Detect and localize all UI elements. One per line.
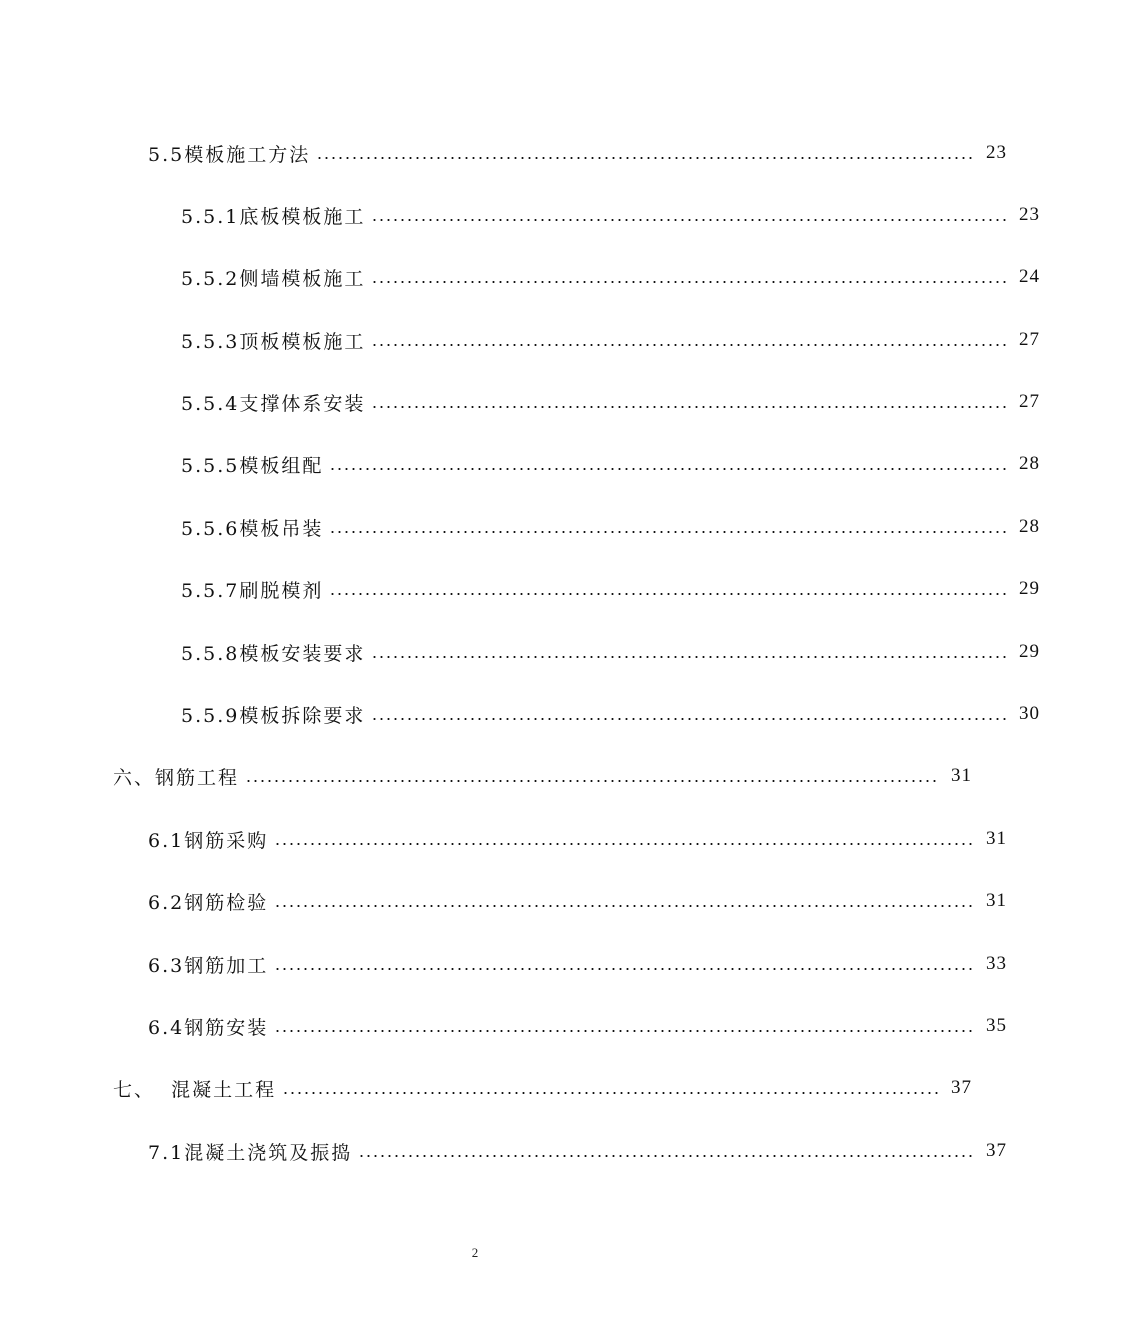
toc-entry[interactable] (0, 385, 1131, 419)
toc-entry-label: 6.4钢筋安装 (148, 1016, 269, 1039)
dot-leader (274, 843, 975, 845)
toc-entry[interactable] (0, 198, 1131, 232)
toc-entry-label: 5.5.5模板组配 (181, 454, 324, 477)
toc-entry[interactable] (0, 1009, 1098, 1043)
toc-entry-page: 30 (1019, 703, 1040, 724)
toc-entry-page: 33 (986, 953, 1007, 974)
dot-leader (329, 468, 1008, 470)
toc-entry-label: 6.2钢筋检验 (148, 891, 269, 914)
toc-entry-page: 23 (1019, 204, 1040, 225)
toc-entry-page: 35 (986, 1015, 1007, 1036)
dot-leader (371, 656, 1008, 658)
toc-entry-page: 37 (986, 1140, 1007, 1161)
toc-entry[interactable] (0, 947, 1098, 981)
toc-entry[interactable] (0, 447, 1131, 481)
toc-entry[interactable] (0, 136, 1098, 170)
toc-entry-page: 27 (1019, 329, 1040, 350)
toc-entry-label: 5.5.8模板安装要求 (181, 642, 366, 665)
dot-leader (245, 780, 940, 782)
toc-entry-label: 5.5.1底板模板施工 (181, 205, 366, 228)
toc-entry[interactable] (0, 759, 1063, 793)
dot-leader (316, 157, 975, 159)
toc-entry-page: 27 (1019, 391, 1040, 412)
toc-entry-page: 28 (1019, 516, 1040, 537)
dot-leader (329, 531, 1008, 533)
toc-entry-label: 7.1混凝土浇筑及振捣 (148, 1141, 353, 1164)
dot-leader (274, 1030, 975, 1032)
toc-entry-label: 5.5.2侧墙模板施工 (181, 267, 366, 290)
toc-entry[interactable] (0, 697, 1131, 731)
toc-entry[interactable] (0, 510, 1131, 544)
toc-entry[interactable] (0, 572, 1131, 606)
toc-entry-page: 28 (1019, 453, 1040, 474)
toc-entry[interactable] (0, 1134, 1098, 1168)
dot-leader (282, 1092, 940, 1094)
dot-leader (371, 718, 1008, 720)
toc-entry[interactable] (0, 635, 1131, 669)
toc-entry[interactable] (0, 260, 1131, 294)
toc-entry-label: 5.5模板施工方法 (148, 143, 311, 166)
toc-entry[interactable] (0, 884, 1098, 918)
toc-entry[interactable] (0, 822, 1098, 856)
toc-entry-label: 5.5.4支撑体系安装 (181, 392, 366, 415)
dot-leader (329, 593, 1008, 595)
toc-entry-page: 23 (986, 142, 1007, 163)
toc-entry-label: 七、 混凝土工程 (113, 1078, 277, 1101)
toc-entry-label: 6.3钢筋加工 (148, 954, 269, 977)
toc-entry-page: 31 (986, 890, 1007, 911)
toc-entry[interactable] (0, 1071, 1063, 1105)
toc-entry-label: 5.5.3顶板模板施工 (181, 330, 366, 353)
toc-entry-label: 六、钢筋工程 (113, 766, 240, 789)
dot-leader (358, 1155, 975, 1157)
toc-entry[interactable] (0, 323, 1131, 357)
dot-leader (371, 219, 1008, 221)
toc-entry-page: 31 (951, 765, 972, 786)
toc-entry-label: 5.5.7刷脱模剂 (181, 579, 324, 602)
toc-entry-page: 29 (1019, 578, 1040, 599)
dot-leader (371, 281, 1008, 283)
toc-entry-label: 6.1钢筋采购 (148, 829, 269, 852)
dot-leader (371, 344, 1008, 346)
toc-entry-page: 37 (951, 1077, 972, 1098)
dot-leader (274, 905, 975, 907)
toc-entry-label: 5.5.6模板吊装 (181, 517, 324, 540)
dot-leader (274, 968, 975, 970)
toc-entry-page: 29 (1019, 641, 1040, 662)
dot-leader (371, 406, 1008, 408)
toc-entry-label: 5.5.9模板拆除要求 (181, 704, 366, 727)
toc-entry-page: 24 (1019, 266, 1040, 287)
toc-entry-page: 31 (986, 828, 1007, 849)
page-number: 2 (471, 1245, 479, 1260)
